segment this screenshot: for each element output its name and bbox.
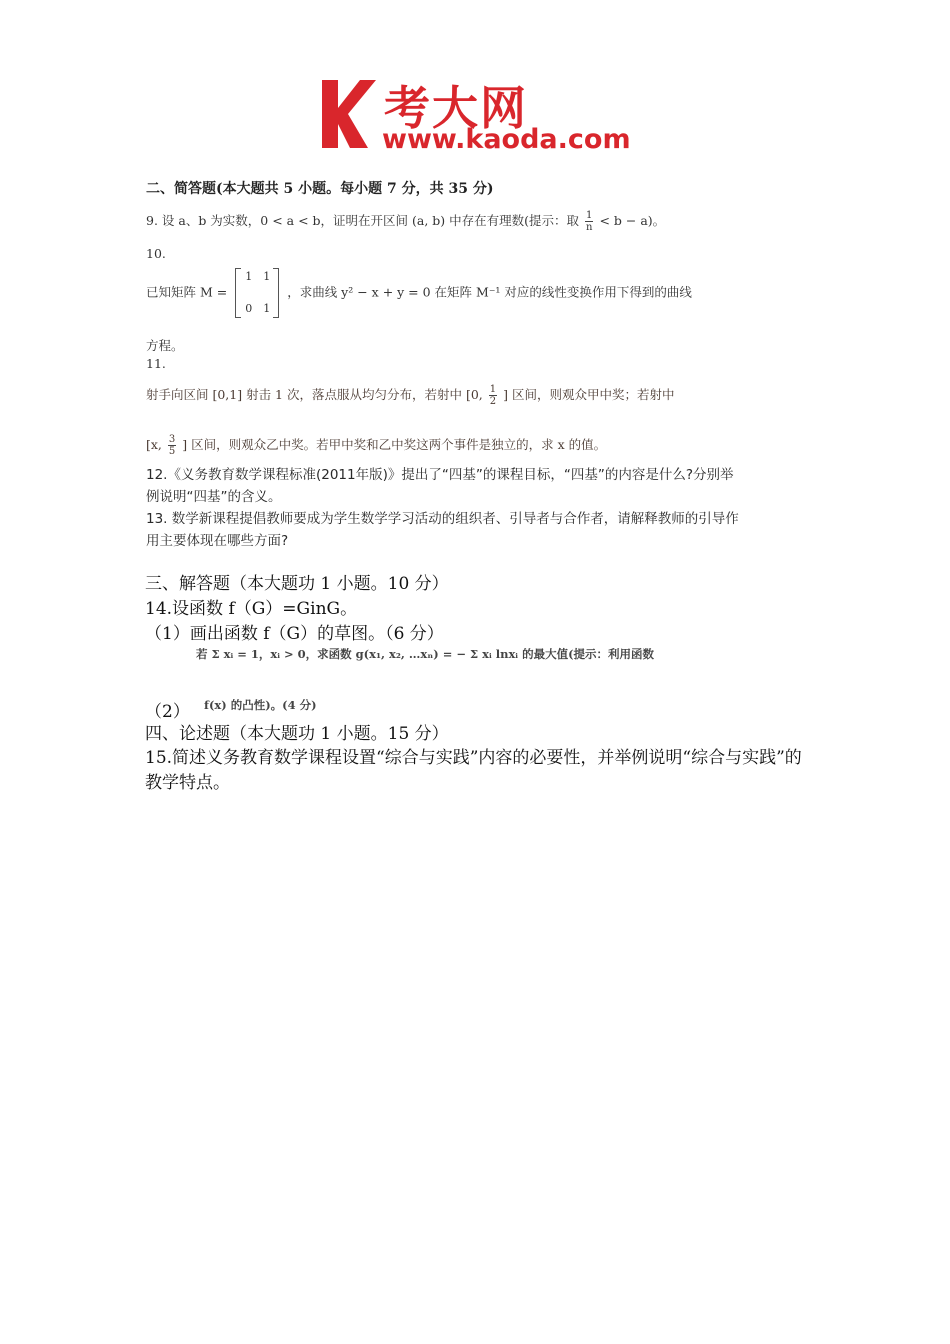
logo-url: www.kaoda.com — [382, 124, 631, 155]
question-14-part-2-formula: f(x) 的凸性)。(4 分) — [204, 698, 317, 712]
matrix-cell: 1 — [245, 270, 253, 283]
question-12: 12.《义务教育数学课程标准(2011年版)》提出了“四基”的课程目标，“四基”的内容是什么?分别举例说明“四基”的含义。 — [146, 467, 734, 505]
question-11-part-d: ] 区间，则观众乙中奖。若甲中奖和乙中奖这两个事件是独立的，求 x 的值。 — [182, 437, 607, 452]
fraction-numerator: 1 — [586, 210, 593, 221]
question-11-fraction-2 — [168, 434, 176, 457]
fraction-numerator: 3 — [168, 434, 176, 445]
question-14-part-1: （1）画出函数 f（G）的草图。（6 分） — [145, 624, 444, 644]
fraction-denominator: n — [586, 222, 593, 233]
kaoda-logo — [318, 74, 640, 160]
question-11-fraction — [489, 384, 497, 407]
matrix-cell: 0 — [245, 302, 253, 315]
question-10 — [146, 268, 746, 318]
fraction-denominator: 5 — [168, 446, 176, 457]
question-10-prefix: 已知矩阵 M = — [146, 284, 228, 300]
matrix-cell: 1 — [263, 302, 271, 315]
question-11-part-a: 射手向区间 [0,1] 射击 1 次，落点服从均匀分布，若射中 [0, — [146, 387, 483, 402]
question-14-formula: 若 Σ xᵢ = 1，xᵢ > 0，求函数 g(x₁, x₂, …xₙ) = − Σ xᵢ lnxᵢ 的最大值(提示：利用函数 — [196, 647, 655, 661]
question-10-suffix: ，求曲线 y² − x + y = 0 在矩阵 M⁻¹ 对应的线性变换作用下得到的曲线 — [287, 284, 692, 300]
question-9-fraction — [585, 210, 593, 233]
question-14: 14.设函数 f（G）=GinG。 — [145, 599, 358, 619]
question-10-number: 10. — [146, 246, 166, 261]
question-14-part-2-label: （2） — [145, 702, 190, 722]
logo-brand-text: 考大网 — [384, 81, 528, 135]
question-15: 15.简述义务教育数学课程设置“综合与实践”内容的必要性，并举例说明“综合与实践”的教学特点。 — [145, 748, 802, 793]
question-9 — [146, 210, 746, 233]
k-logo-icon — [318, 78, 378, 150]
question-11-number: 11. — [146, 356, 166, 371]
question-13: 13. 数学新课程提倡教师要成为学生数学学习活动的组织者、引导者与合作者，请解释教师的引导作用主要体现在哪些方面? — [146, 511, 739, 549]
section-3-title: 三、解答题（本大题功 1 小题。10 分） — [145, 574, 449, 594]
section-2-title: 二、简答题(本大题共 5 小题。每小题 7 分，共 35 分) — [146, 181, 494, 197]
fraction-numerator: 1 — [489, 384, 497, 395]
section-4-title: 四、论述题（本大题功 1 小题。15 分） — [145, 724, 449, 744]
question-11-part-c: [x, — [146, 437, 162, 452]
question-10-tail: 方程。 — [146, 338, 184, 353]
matrix-m — [235, 268, 279, 318]
question-11-part-b: ] 区间，则观众甲中奖；若射中 — [503, 387, 675, 402]
question-9-tail: < b − a)。 — [599, 213, 666, 228]
matrix-cell: 1 — [263, 270, 271, 283]
fraction-denominator: 2 — [489, 396, 497, 407]
question-11 — [146, 384, 746, 407]
question-11-continued — [146, 434, 746, 457]
question-9-text: 9. 设 a、b 为实数，0 < a < b，证明在开区间 (a, b) 中存在有理数(提示：取 — [146, 213, 580, 228]
